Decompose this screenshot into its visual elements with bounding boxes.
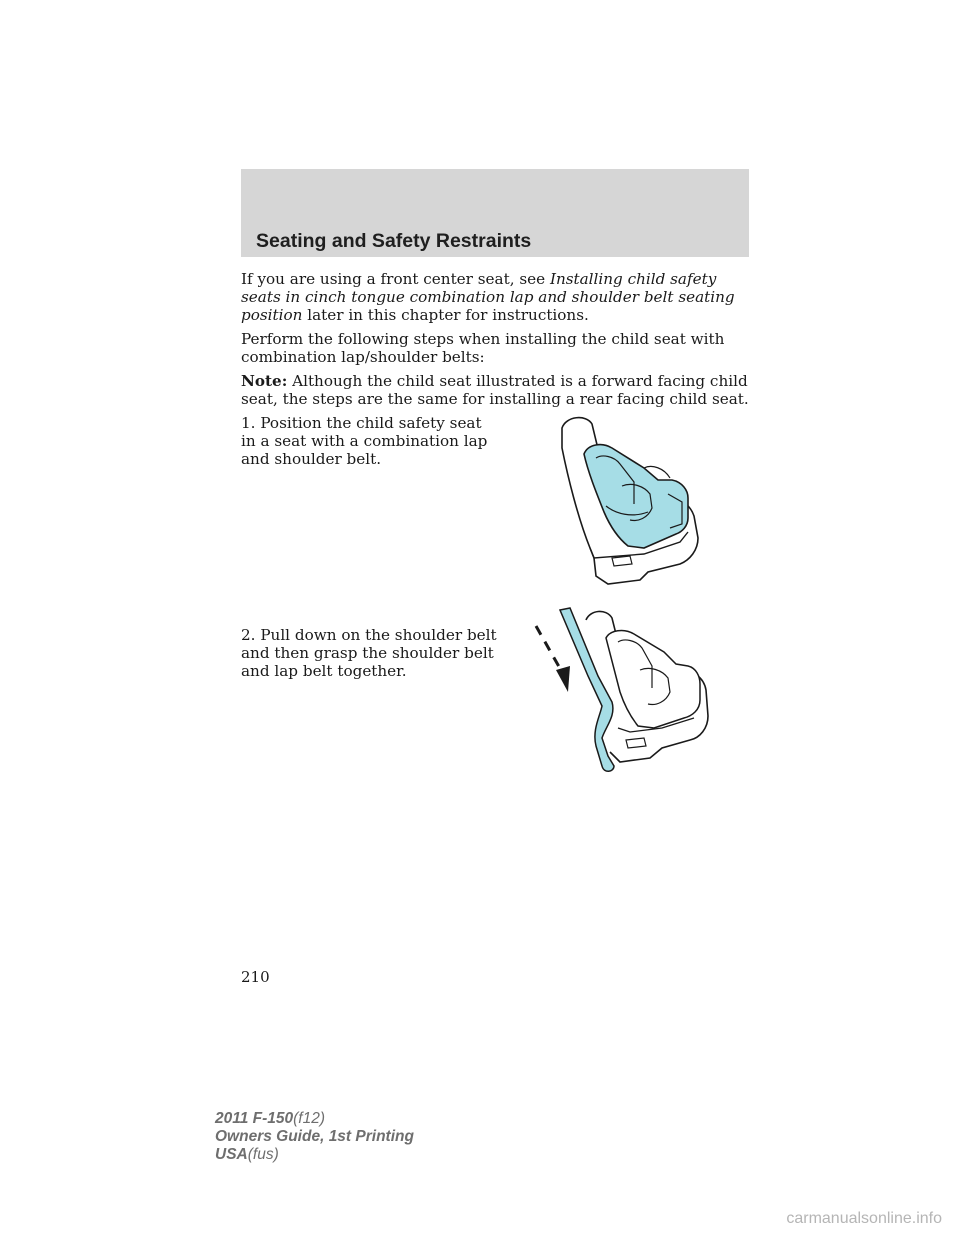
document-footer [215,1110,414,1164]
footer-model: 2011 F-150 [215,1110,294,1127]
pull-down-shoulder-belt-illustration [530,606,712,774]
instructions-paragraph: Perform the following steps when installing the child seat with combination lap/shoulder belts: [241,330,725,366]
note-text: Although the child seat illustrated is a forward facing child seat, the steps are the same for installing a rear facing child seat. [241,372,749,408]
note-paragraph [241,372,749,408]
watermark: carmanualsonline.info [786,1210,942,1227]
page-number: 210 [241,968,270,986]
section-title: Seating and Safety Restraints [256,230,532,252]
step-1-text: 1. Position the child safety seat in a seat with a combination lap and shoulder belt. [241,414,488,468]
intro-paragraph [241,270,749,324]
note-label: Note: [241,372,288,390]
intro-text: If you are using a front center seat, see [241,270,550,288]
child-seat-on-vehicle-seat-illustration [548,408,700,588]
footer-market-code: (fus) [247,1146,279,1163]
cross-reference-link[interactable]: Installing child safety seats in cinch tongue combination lap and shoulder belt seating position [241,270,735,324]
footer-market: USA [215,1146,248,1163]
footer-guide: Owners Guide, 1st Printing [215,1128,414,1145]
intro-text-end: later in this chapter for instructions. [302,306,589,324]
step-2-text: 2. Pull down on the shoulder belt and then grasp the shoulder belt and lap belt together. [241,626,497,680]
footer-model-code: (f12) [293,1110,326,1127]
